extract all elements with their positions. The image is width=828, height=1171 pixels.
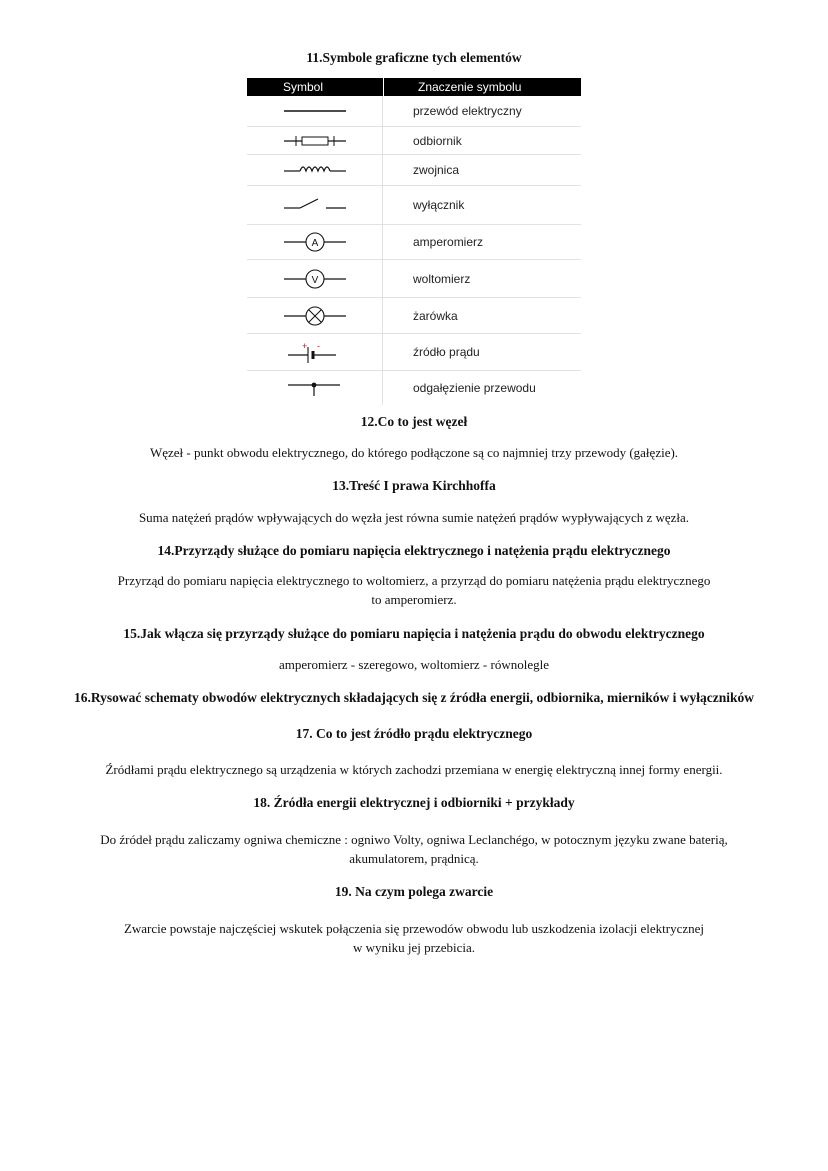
junction-icon bbox=[280, 378, 350, 398]
ammeter-icon bbox=[280, 231, 350, 253]
resistor-icon bbox=[280, 134, 350, 148]
section-16-title: 16.Rysować schematy obwodów elektrycznych składających się z źródła energii, odbiornika, mierników i wyłączników bbox=[73, 690, 755, 705]
symbol-label: odbiornik bbox=[413, 133, 462, 148]
section-14-body-line2: to amperomierz. bbox=[371, 592, 457, 607]
symbol-table bbox=[247, 78, 581, 405]
symbol-label: woltomierz bbox=[413, 271, 471, 286]
symbol-label: przewód elektryczny bbox=[413, 104, 522, 118]
section-18-body-line2: akumulatorem, prądnicą. bbox=[349, 851, 479, 866]
table-row bbox=[247, 127, 581, 155]
symbol-table-header bbox=[247, 78, 581, 96]
section-13-body: Suma natężeń prądów wpływających do węzła jest równa sumie natężeń prądów wypływających z węzła. bbox=[138, 510, 690, 525]
symbol-label: żarówka bbox=[413, 308, 458, 323]
symbol-label: odgałęzienie przewodu bbox=[413, 381, 536, 395]
section-12-body: Węzeł - punkt obwodu elektrycznego, do którego podłączone są co najmniej trzy przewody (gałęzie). bbox=[149, 445, 679, 460]
svg-text:+: + bbox=[301, 341, 307, 351]
header-meaning: Znaczenie symbolu bbox=[383, 78, 581, 96]
section-14-body-line1: Przyrząd do pomiaru napięcia elektrycznego to woltomierz, a przyrząd do pomiaru natężenia prądu elektrycznego bbox=[117, 573, 711, 588]
table-row bbox=[247, 96, 581, 127]
switch-icon bbox=[280, 196, 350, 214]
section-15-body: amperomierz - szeregowo, woltomierz - równolegle bbox=[278, 657, 549, 672]
symbol-label: źródło prądu bbox=[413, 345, 480, 359]
svg-text:V: V bbox=[311, 274, 318, 286]
voltmeter-icon bbox=[280, 268, 350, 290]
symbol-label: amperomierz bbox=[413, 235, 484, 249]
svg-text:A: A bbox=[311, 238, 318, 249]
section-14-title: 14.Przyrządy służące do pomiaru napięcia elektrycznego i natężenia prądu elektrycznego bbox=[157, 543, 671, 558]
section-19-body-line2: w wyniku jej przebicia. bbox=[352, 940, 475, 955]
table-row bbox=[247, 225, 581, 260]
header-symbol: Symbol bbox=[283, 80, 324, 94]
section-15-title: 15.Jak włącza się przyrządy służące do pomiaru napięcia i natężenia prądu do obwodu elektrycznego bbox=[123, 626, 705, 641]
table-row bbox=[247, 298, 581, 334]
section-18-title: 18. Źródła energii elektrycznej i odbiorniki + przykłady bbox=[253, 795, 575, 810]
section-19-title: 19. Na czym polega zwarcie bbox=[334, 884, 494, 899]
wire-icon bbox=[280, 105, 350, 117]
section-12-title: 12.Co to jest węzeł bbox=[360, 414, 468, 429]
symbol-label: wyłącznik bbox=[413, 198, 465, 212]
section-19-body-line1: Zwarcie powstaje najczęściej wskutek połączenia się przewodów obwodu lub uszkodzenia izolacji elektrycznej bbox=[123, 921, 705, 936]
section-13-title: 13.Treść I prawa Kirchhoffa bbox=[332, 478, 496, 493]
bulb-icon bbox=[280, 305, 350, 327]
section-11-title: 11.Symbole graficzne tych elementów bbox=[306, 50, 522, 65]
table-row bbox=[247, 260, 581, 298]
coil-icon bbox=[280, 162, 350, 178]
table-row bbox=[247, 371, 581, 405]
table-row bbox=[247, 155, 581, 186]
section-17-title: 17. Co to jest źródło prądu elektrycznego bbox=[295, 726, 533, 741]
table-row bbox=[247, 334, 581, 371]
section-17-body: Źródłami prądu elektrycznego są urządzenia w których zachodzi przemiana w energię elektryczną innej formy energii. bbox=[105, 762, 723, 777]
section-18-body-line1: Do źródeł prądu zaliczamy ogniwa chemiczne : ogniwo Volty, ogniwa Leclanchégo, w potocznym języku zwane baterią, bbox=[100, 832, 728, 847]
symbol-label: zwojnica bbox=[413, 163, 460, 177]
table-row bbox=[247, 186, 581, 225]
svg-text:-: - bbox=[316, 341, 320, 351]
battery-icon bbox=[280, 340, 350, 364]
